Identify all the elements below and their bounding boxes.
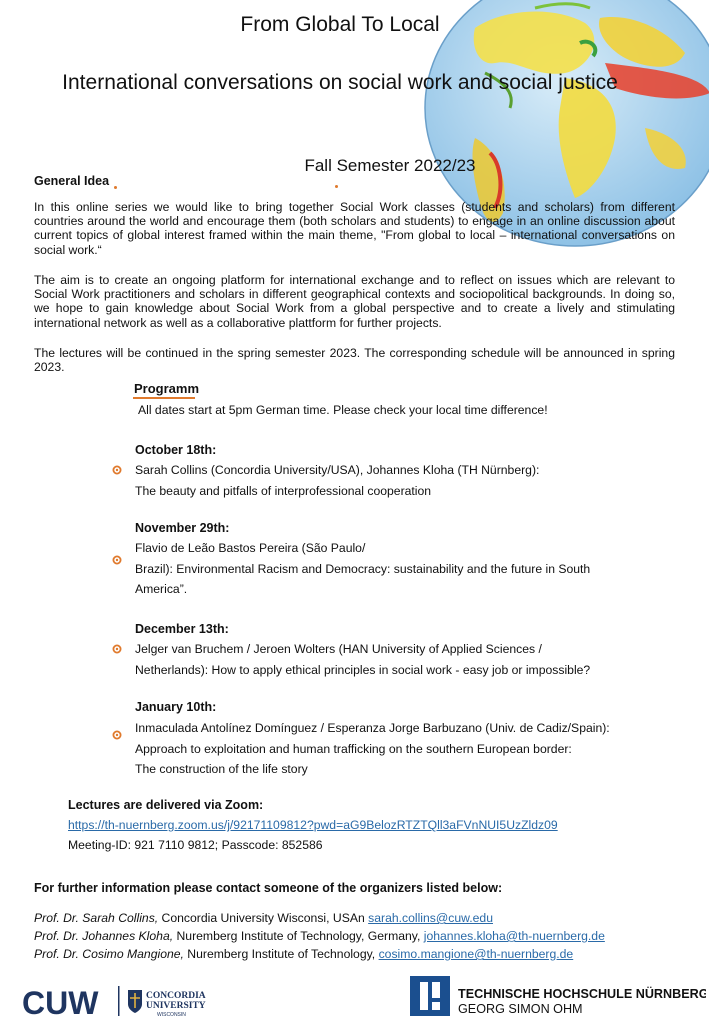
programm-underline (133, 397, 195, 399)
zoom-heading: Lectures are delivered via Zoom: (68, 798, 264, 812)
event-date: October 18th: (135, 443, 217, 457)
general-idea-paragraph-3: The lectures will be continued in the spring semester 2023. The corresponding schedule will be announced in spring 2023. (34, 346, 675, 375)
event-line: Flavio de Leão Bastos Pereira (São Paulo/ (135, 541, 366, 555)
zoom-link[interactable]: https://th-nuernberg.zoom.us/j/92171109812?pwd=aG9BelozRTZTQll3aFVnNUI5UzZldz09 (68, 818, 558, 832)
programm-heading: Programm (134, 381, 200, 396)
cuw-name-line-1: CONCORDIA (146, 991, 206, 1001)
cuw-logo (22, 984, 222, 1025)
cuw-mark: CUW (22, 985, 99, 1020)
bullet-icon (112, 465, 122, 475)
event-line: The construction of the life story (135, 762, 308, 776)
general-idea-heading: General Idea (34, 174, 110, 188)
organizer-row (34, 929, 605, 943)
event-line: Inmaculada Antolínez Domínguez / Esperanza Jorge Barbuzano (Univ. de Cadiz/Spain): (135, 721, 610, 735)
bullet-icon (112, 730, 122, 740)
organizer-row (34, 911, 493, 925)
cuw-name-line-3: WISCONSIN (157, 1012, 186, 1018)
event-description (135, 538, 645, 600)
th-logo-graphic (410, 976, 706, 1018)
event-description (135, 460, 645, 501)
organizer-email-link[interactable]: cosimo.mangione@th-nuernberg.de (378, 947, 574, 961)
organizer-name: Prof. Dr. Johannes Kloha, (34, 929, 174, 943)
page-subtitle: International conversations on social work and social justice (62, 71, 618, 94)
event-description (135, 718, 645, 780)
programm-note: All dates start at 5pm German time. Please check your local time difference! (138, 403, 548, 417)
semester-label: Fall Semester 2022/23 (304, 156, 476, 175)
event-line: The beauty and pitfalls of interprofessional cooperation (135, 483, 432, 498)
general-idea-paragraph-2: The aim is to create an ongoing platform for international exchange and to reflect on issues which are relevant to Social Work practitioners and scholars in different geographical contexts and sociopolitical backgrounds. In doing so, we hope to gain knowledge about Social Work from a global perspective and to create a lively and stimulating international network as well as a collaborative plattform for further projects. (34, 273, 675, 330)
general-idea-paragraph-1: In this online series we would like to bring together Social Work classes (students and scholars) from different countries around the world and encourage them (both scholars and students) to engage in an online discussion about current topics of global interest framed within the main theme, "From global to local – international conversations on social work.“ (34, 200, 675, 257)
organizer-affiliation: Concordia University Wisconsi, USAn (158, 911, 369, 925)
event-date: November 29th: (135, 521, 230, 535)
event-line: Netherlands): How to apply ethical principles in social work - easy job or impossible? (135, 662, 591, 677)
event-description (135, 639, 645, 680)
decorative-dot (114, 186, 117, 189)
event-line: Brazil): Environmental Racism and Democracy: sustainability and the future in South (135, 561, 591, 576)
event-line: Approach to exploitation and human trafficking on the southern European border: (135, 741, 572, 756)
organizer-email-link[interactable]: sarah.collins@cuw.edu (368, 911, 493, 925)
page-title: From Global To Local (240, 13, 440, 36)
cuw-name-line-2: UNIVERSITY (146, 1001, 206, 1011)
decorative-dot (335, 185, 338, 188)
contact-heading: For further information please contact someone of the organizers listed below: (34, 881, 503, 895)
event-date: December 13th: (135, 622, 229, 636)
th-name-line-2: GEORG SIMON OHM (458, 1002, 583, 1016)
organizer-affiliation: Nuremberg Institute of Technology, Germany, (173, 929, 424, 943)
event-line: Sarah Collins (Concordia University/USA), Johannes Kloha (TH Nürnberg): (135, 463, 540, 477)
zoom-meeting-id: Meeting-ID: 921 7110 9812; Passcode: 852586 (68, 838, 323, 852)
th-name-line-1: TECHNISCHE HOCHSCHULE NÜRNBERG (458, 987, 706, 1001)
event-date: January 10th: (135, 700, 217, 714)
bullet-icon (112, 555, 122, 565)
event-line: America”. (135, 582, 188, 596)
organizer-affiliation: Nuremberg Institute of Technology, (183, 947, 379, 961)
bullet-icon (112, 644, 122, 654)
organizer-email-link[interactable]: johannes.kloha@th-nuernberg.de (423, 929, 605, 943)
cuw-logo-graphic (22, 984, 222, 1020)
organizer-name: Prof. Dr. Cosimo Mangione, (34, 947, 184, 961)
th-nuernberg-logo (410, 976, 706, 1023)
organizer-name: Prof. Dr. Sarah Collins, (34, 911, 159, 925)
event-line: Jelger van Bruchem / Jeroen Wolters (HAN University of Applied Sciences / (135, 642, 542, 656)
organizer-row (34, 947, 573, 961)
